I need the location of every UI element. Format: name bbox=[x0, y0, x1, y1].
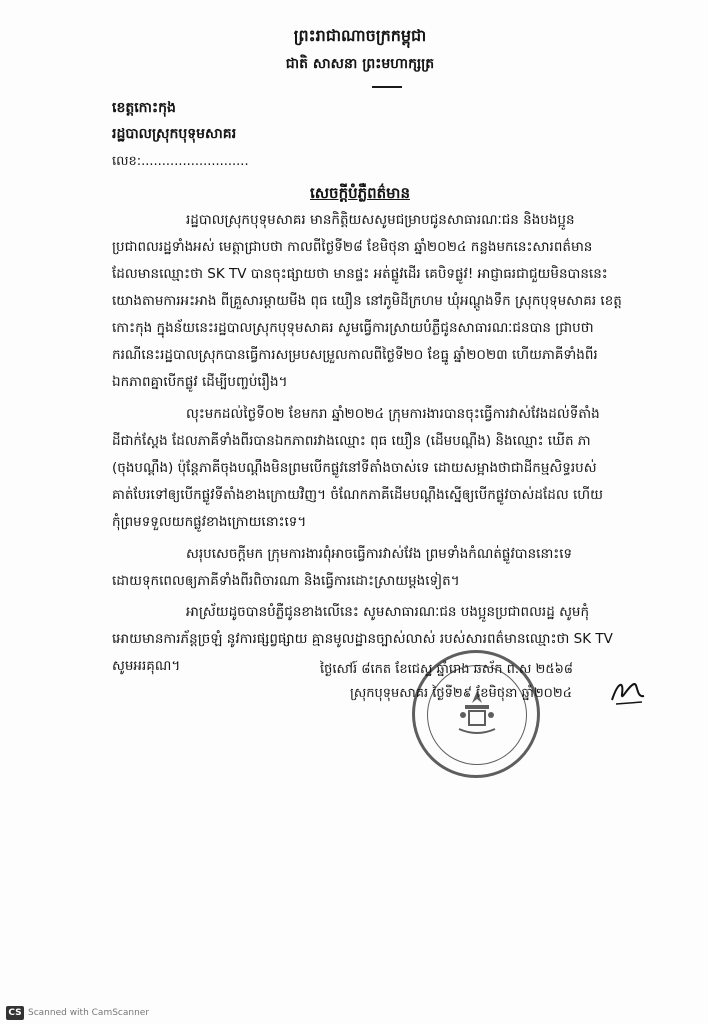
province-label: ខេត្តកោះកុង bbox=[112, 100, 176, 116]
camscanner-watermark: Scanned with CamScanner bbox=[28, 1008, 150, 1018]
paragraph-2-line: ដីជាក់ស្តែង ដែលភាគីទាំងពីរបានឯកភាពរវាងឈ្មោះ ពុធ យឿន (ដើមបណ្តឹង) និងឈ្មោះ ឃើត ភា bbox=[112, 433, 591, 449]
document-title: សេចក្តីបំភ្លឺពត៌មាន bbox=[310, 184, 410, 202]
motto-heading: ជាតិ សាសនា ព្រះមហាក្សត្រ bbox=[285, 56, 435, 72]
paragraph-2-line: គាត់បែរទៅឲ្យបើកផ្លូវទីតាំងខាងក្រោយវិញ។ ចំណែកភាគីដើមបណ្តឹងស្នើឲ្យបើកផ្លូវចាស់ដដែល ហើយ bbox=[112, 487, 603, 503]
paragraph-4-line: អោយមានការភ័ន្តច្រឡំ នូវការផ្សព្វផ្សាយ គ្មានមូលដ្ឋានច្បាស់លាស់ របស់សារពត៌មានឈ្មោះថា SK TV bbox=[112, 631, 613, 647]
paragraph-2-line: កុំព្រមទទួលយកផ្លូវខាងក្រោយនោះទេ។ bbox=[112, 514, 307, 530]
lunar-date: ថ្ងៃសៅរ៍ ៨កេត ខែជេស្ឋ ឆ្នាំរោង ឆស័ក ព.ស ២៥៦៨ bbox=[320, 662, 573, 677]
document-number: លេខ:.......................... bbox=[112, 154, 249, 169]
kingdom-heading: ព្រះរាជាណាចក្រកម្ពុជា bbox=[293, 26, 427, 45]
paragraph-1-line: យោងតាមការអះអាង ពីគ្រួសារម្តាយមីង ពុធ យឿន នៅភូមិដីក្រហម ឃុំអណ្តូងទឹក ស្រុកបុទុមសាគរ ខេត្ត bbox=[112, 293, 622, 309]
paragraph-1-line: ករណីនេះរដ្ឋបាលស្រុកបានធ្វើការសម្របសម្រួលកាលពីថ្ងៃទី២០ ខែធ្នូ ឆ្នាំ២០២៣ ហើយភាគីទាំងពីរ bbox=[112, 347, 598, 363]
signature-icon bbox=[610, 676, 646, 706]
paragraph-1-line: ឯកភាពគ្នាបើកផ្លូវ ដើម្បីបញ្ចប់រឿង។ bbox=[112, 374, 288, 390]
paragraph-4-line: អាស្រ័យដូចបានបំភ្លឺជូនខាងលើនេះ សូមសាធារណៈជន បងប្អូនប្រជាពលរដ្ឋ សូមកុំ bbox=[186, 604, 590, 620]
motto-divider bbox=[372, 86, 402, 88]
paragraph-1-line: កោះកុង ក្នុងន័យនេះរដ្ឋបាលស្រុកបុទុមសាគរ សូមធ្វើការស្រាយបំភ្លឺជូនសាធារណៈជនបាន ជ្រាបថា bbox=[112, 320, 594, 336]
paragraph-1-line: រដ្ឋបាលស្រុកបុទុមសាគរ មានកិត្តិយសសូមជម្រាបជូនសាធារណៈជន និងបងប្អូន bbox=[186, 212, 575, 228]
paragraph-1-line: ប្រជាពលរដ្ឋទាំងអស់ មេត្តាជ្រាបថា កាលពីថ្ងៃទី២៨ ខែមិថុនា ឆ្នាំ២០២៤ កន្លងមកនេះសារពត៌មាន bbox=[112, 239, 593, 255]
administration-label: រដ្ឋបាលស្រុកបុទុមសាគរ bbox=[112, 126, 237, 142]
solar-date: ស្រុកបុទុមសាគរ ថ្ងៃទី២៩ ខែមិថុនា ឆ្នាំ២០២៤ bbox=[350, 686, 572, 701]
paragraph-4-line: សូមអរគុណ។ bbox=[112, 658, 181, 674]
paragraph-1-line: ដែលមានឈ្មោះថា SK TV បានចុះផ្សាយថា មានផ្ទះ អត់ផ្លូវដើរ គេបិទផ្លូវ! អាជ្ញាធរជាជួយមិនបាននេះ bbox=[112, 266, 608, 282]
paragraph-2-line: (ចុងបណ្តឹង) ប៉ុន្តែភាគីចុងបណ្តឹងមិនព្រមបើកផ្លូវនៅទីតាំងចាស់ទេ ដោយសម្អាងថាជាដីកម្មសិទ្ធរបស់ bbox=[112, 460, 597, 476]
paragraph-3-line: ដោយទុកពេលឲ្យភាគីទាំងពីរពិចារណា និងធ្វើការដោះស្រាយម្តងទៀត។ bbox=[112, 573, 460, 589]
paragraph-3-line: សរុបសេចក្តីមក ក្រុមការងារពុំអាចធ្វើការវាស់វែង ព្រមទាំងកំណត់ផ្លូវបាននោះទេ bbox=[186, 546, 573, 562]
camscanner-logo: CS bbox=[6, 1006, 24, 1020]
paragraph-2-line: លុះមកដល់ថ្ងៃទី០២ ខែមករា ឆ្នាំ២០២៤ ក្រុមការងារបានចុះធ្វើការវាស់វែងដល់ទីតាំង bbox=[186, 406, 600, 422]
